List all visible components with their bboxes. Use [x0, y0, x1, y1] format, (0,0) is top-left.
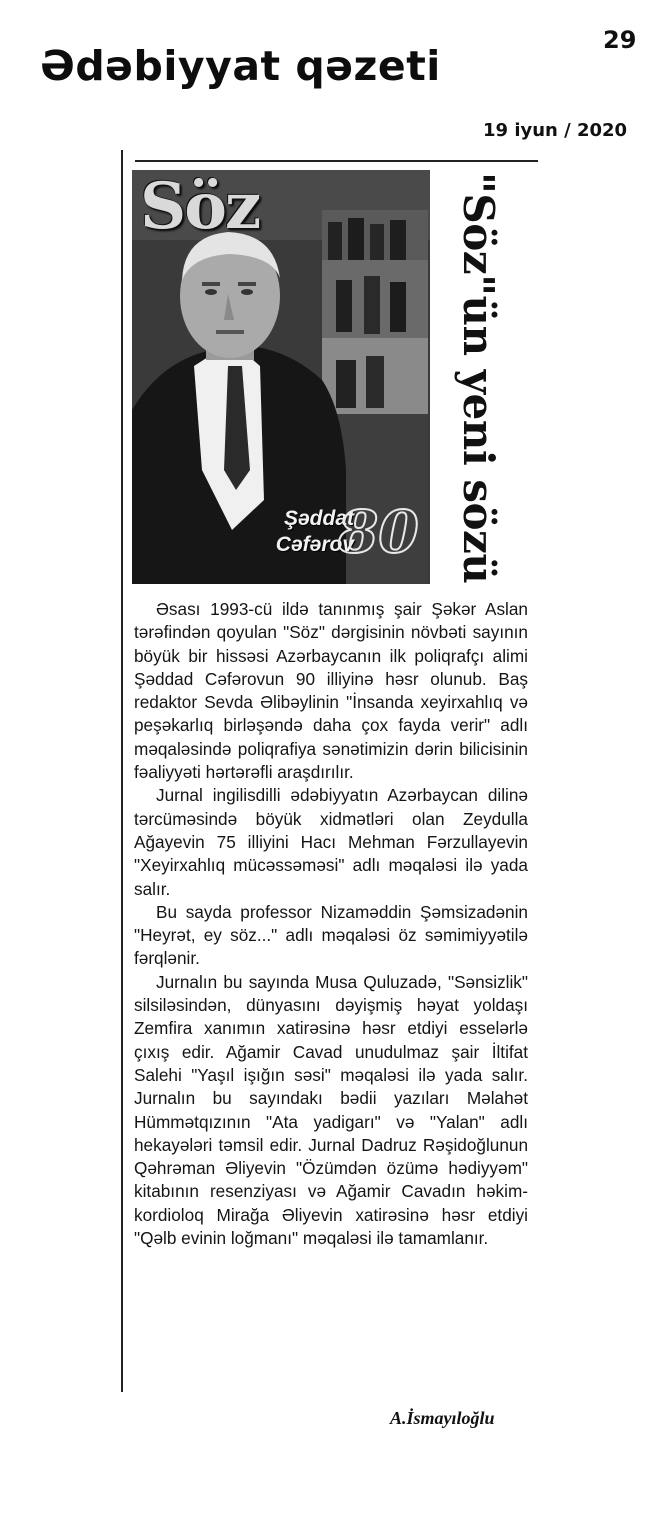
article-paragraph: Əsası 1993-cü ildə tanınmış şair Şəkər Aslan tərəfindən qoyulan "Söz" dərgisinin növbəti sayının böyük bir hissəsi Azərbaycanın ilk poliqrafçı alimi Şəddad Cəfərovun 90 illiyinə həsr olunub. Baş redaktor Sevda Əlibəylinin "İnsanda xeyirxahlıq və peşəkarlıq birləşəndə daha çox fayda verir" adlı məqaləsində poliqrafiya sənətimizin dərin bilicisinin fəaliyyəti hərtərəfli araşdırılır. [134, 599, 528, 783]
article-paragraph: Bu sayda professor Nizaməddin Şəmsizadənin "Heyrət, ey söz..." adlı məqaləsi öz səmimiyyətilə fərqlənir. [134, 901, 528, 969]
page-number: 29 [603, 26, 637, 54]
author-signature: A.İsmayıloğlu [390, 1408, 495, 1428]
article-paragraph: Jurnal ingilisdilli ədəbiyyatın Azərbaycan dilinə tərcüməsində böyük xidmətləri olan Zeydulla Ağayevin 75 illiyini Hacı Mehman Fərzullayevin "Xeyirxahlıq mücəssəməsi" adlı məqaləsi ilə yada salır. [134, 785, 528, 899]
article-headline: "Söz"ün yeni sözü [454, 172, 503, 584]
column-rule [121, 150, 123, 1392]
cover-logo: Söz [140, 170, 260, 244]
cover-name-first: Şəddat [283, 507, 354, 530]
magazine-cover-image [132, 170, 430, 584]
cover-age-number: 80 [338, 498, 419, 566]
publication-title: Ədəbiyyat qəzeti [40, 42, 441, 90]
issue-date: 19 iyun / 2020 [483, 120, 628, 141]
article-paragraph: Jurnalın bu sayında Musa Quluzadə, "Sənsizlik" silsiləsindən, dünyasını dəyişmiş həyat yoldaşı Zemfira xanımın xatirəsinə həsr etdiyi esselərlə çıxış edir. Ağamir Cavad unudulmaz şair İltifat Salehi "Yaşıl işığın səsi" məqaləsi ilə yada salır. Jurnalın bu sayındakı bədii yazıları Məlahət Hümmətqızının "Ata yadigarı" və "Yalan" adlı hekayələri təmsil edir. Jurnal Dadruz Rəşidoğlunun Qəhrəman Əliyevin "Özümdən özümə hədiyyəm" kitabının resenziyası və Ağamir Cavadın həkim-kordioloq Mirağa Əliyevin xatirəsinə həsr etdiyi "Qəlb evinin loğmanı" məqaləsi ilə tamamlanır. [134, 971, 528, 1249]
article-body [134, 598, 528, 1250]
cover-name-last: Cəfərov [275, 533, 354, 556]
top-rule [135, 160, 538, 162]
